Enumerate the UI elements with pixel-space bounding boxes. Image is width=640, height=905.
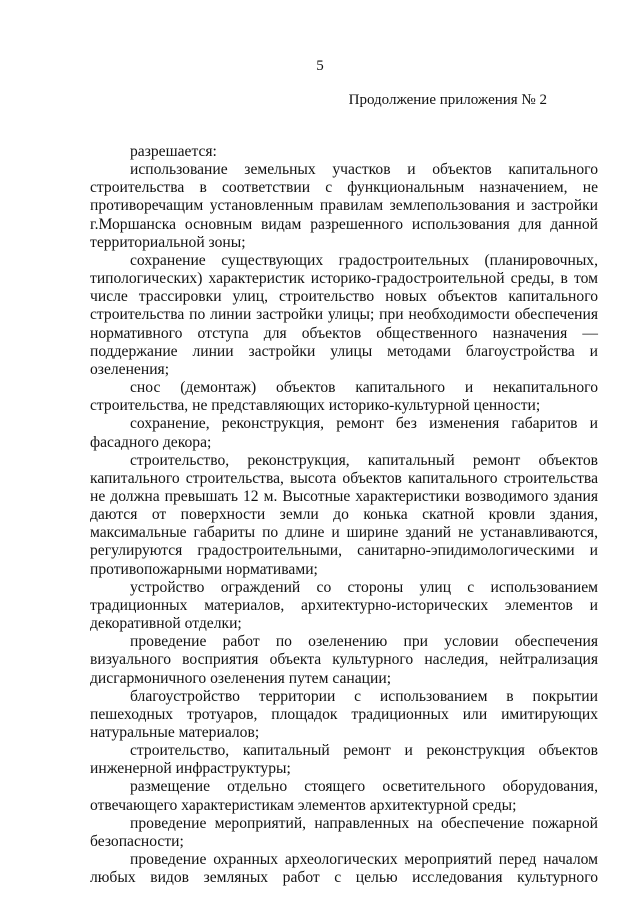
paragraph-infrastructure: строительство, капитальный ремонт и реконструкция объектов инженерной инфраструктуры; (90, 742, 598, 778)
paragraph-archaeology: проведение охранных археологических мероприятий перед началом любых видов земляных работ с целью исследования культурного (90, 851, 598, 887)
paragraph-demolition: снос (демонтаж) объектов капитального и некапитального строительства, не представляющих историко-культурной ценности; (90, 379, 598, 415)
paragraph-preservation: сохранение существующих градостроительных (планировочных, типологических) характеристик историко-градостроительной среды, в том числе трассировки улиц, строительство новых объектов капитального строительства по линии застройки улицы; при необходимости обеспечения нормативного отступа для объектов общественного назначения — поддержание линии застройки улицы методами благоустройства и озеленения; (90, 251, 598, 378)
paragraph-landscaping: благоустройство территории с использованием в покрытии пешеходных тротуаров, площадок традиционных или имитирующих натуральные материалов; (90, 687, 598, 741)
paragraph-land-use: использование земельных участков и объектов капитального строительства в соответствии с функциональным назначением, не противоречащим установленным правилам землепользования и застройки г.Моршанска основным видам разрешенного использования для данной территориальной зоны; (90, 161, 598, 251)
paragraph-greening: проведение работ по озеленению при условии обеспечения визуального восприятия объекта культурного наследия, нейтрализация дисгармоничного озеленения путем санации; (90, 633, 598, 687)
paragraph-lighting: размещение отдельно стоящего осветительного оборудования, отвечающего характеристикам элементов архитектурной среды; (90, 778, 598, 814)
paragraph-facade: сохранение, реконструкция, ремонт без изменения габаритов и фасадного декора; (90, 415, 598, 451)
paragraph-fencing: устройство ограждений со стороны улиц с использованием традиционных материалов, архитектурно-исторических элементов и декоративной отделки; (90, 578, 598, 633)
paragraph-fire-safety: проведение мероприятий, направленных на обеспечение пожарной безопасности; (90, 814, 598, 850)
paragraph-construction: строительство, реконструкция, капитальный ремонт объектов капитального строительства, высота объектов капитального строительства не должна превышать 12 м. Высотные характеристики возводимого здания даются от поверхности земли до конька скатной кровли здания, максимальные габариты по длине и ширине зданий не устанавливаются, регулируются градостроительными, санитарно-эпидимологическими и противопожарными нормативами; (90, 451, 598, 578)
paragraph-intro: разрешается: (130, 143, 217, 160)
page-number: 5 (316, 58, 324, 74)
appendix-continuation-label: Продолжение приложения № 2 (348, 92, 547, 108)
document-body (90, 143, 598, 887)
